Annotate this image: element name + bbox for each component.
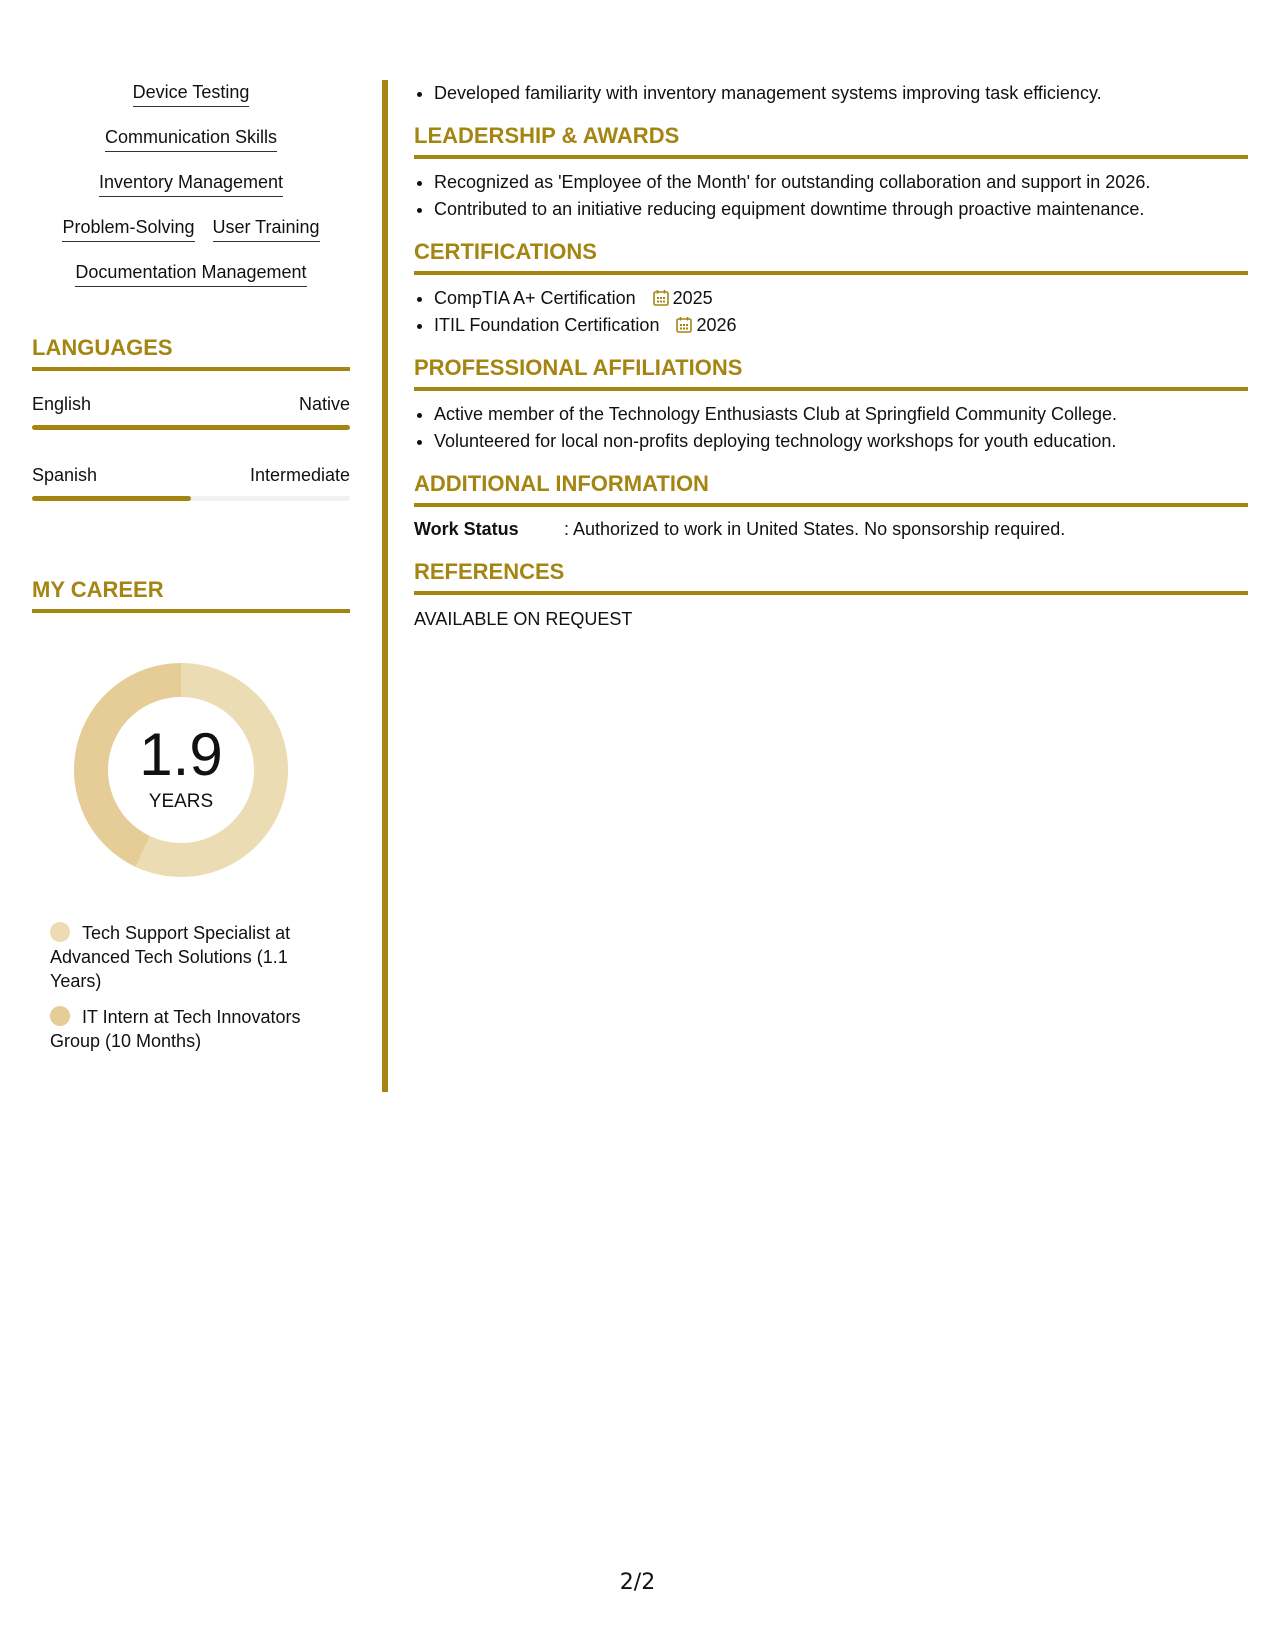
references-text: AVAILABLE ON REQUEST [414,609,633,629]
leadership-item: • Contributed to an initiative reducing equipment downtime through proactive maintenance. [434,196,1248,223]
certification-name: CompTIA A+ Certification [434,288,636,308]
languages-heading: LANGUAGES [32,335,350,371]
career-legend [50,921,330,1053]
leadership-item: • Recognized as 'Employee of the Month' for outstanding collaboration and support in 2026. [434,169,1248,196]
language-bar-fill [32,496,191,501]
leadership-heading: LEADERSHIP & AWARDS [414,123,1248,159]
skill-row [32,125,350,170]
skill-row [32,170,350,215]
language-bar [32,496,350,501]
right-column [414,80,1248,631]
career-unit: YEARS [148,791,214,812]
legend-item [50,1005,330,1053]
skill-communication: Communication Skills [105,125,277,152]
certification-year: 2026 [696,315,737,335]
legend-label: IT Intern at Tech Innovators Group (10 Months) [50,1007,301,1051]
left-column [32,80,350,1065]
career-heading: MY CAREER [32,577,350,613]
language-level: Native [298,394,350,414]
column-divider [382,80,388,1092]
skill-user-training: User Training [213,215,320,242]
calendar-icon [676,316,692,333]
additional-heading: ADDITIONAL INFORMATION [414,471,1248,507]
certification-item [434,312,1248,339]
skills-list [32,80,350,305]
experience-bullet: • Developed familiarity with inventory management systems improving task efficiency. [434,80,1248,107]
skill-row [32,80,350,125]
language-level: Intermediate [249,465,350,485]
career-donut [66,655,296,885]
skill-device-testing: Device Testing [133,80,250,107]
references-heading: REFERENCES [414,559,1248,595]
language-english [32,393,350,430]
affiliations-heading: PROFESSIONAL AFFILIATIONS [414,355,1248,391]
certifications-heading: CERTIFICATIONS [414,239,1248,275]
page-number: 2/2 [619,1570,656,1595]
leadership-section [414,123,1248,223]
references-section [414,559,1248,631]
language-bar [32,425,350,430]
certification-year: 2025 [672,288,713,308]
additional-section [414,471,1248,541]
certifications-section [414,239,1248,339]
legend-label: Tech Support Specialist at Advanced Tech Solutions (1.1 Years) [50,923,291,991]
language-bar-fill [32,425,350,430]
affiliation-item: • Volunteered for local non-profits deploying technology workshops for youth education. [434,428,1248,455]
skill-problem-solving: Problem-Solving [62,215,194,242]
language-name: Spanish [32,465,98,485]
language-name: English [32,394,92,414]
work-status-label: Work Status [414,519,519,539]
certification-item [434,285,1248,312]
skill-inventory: Inventory Management [99,170,283,197]
certification-name: ITIL Foundation Certification [434,315,660,335]
calendar-icon [653,289,669,306]
legend-dot [50,1006,70,1026]
skill-documentation: Documentation Management [75,260,306,287]
affiliations-section [414,355,1248,455]
language-spanish [32,464,350,501]
work-status-row [414,517,1248,541]
legend-dot [50,922,70,942]
legend-item [50,921,330,993]
work-status-value: : Authorized to work in United States. No sponsorship required. [564,519,1066,539]
affiliation-item: • Active member of the Technology Enthusiasts Club at Springfield Community College. [434,401,1248,428]
skill-row [32,260,350,305]
career-total: 1.9 [139,721,223,788]
skill-row [32,215,350,260]
experience-tail [414,80,1248,107]
